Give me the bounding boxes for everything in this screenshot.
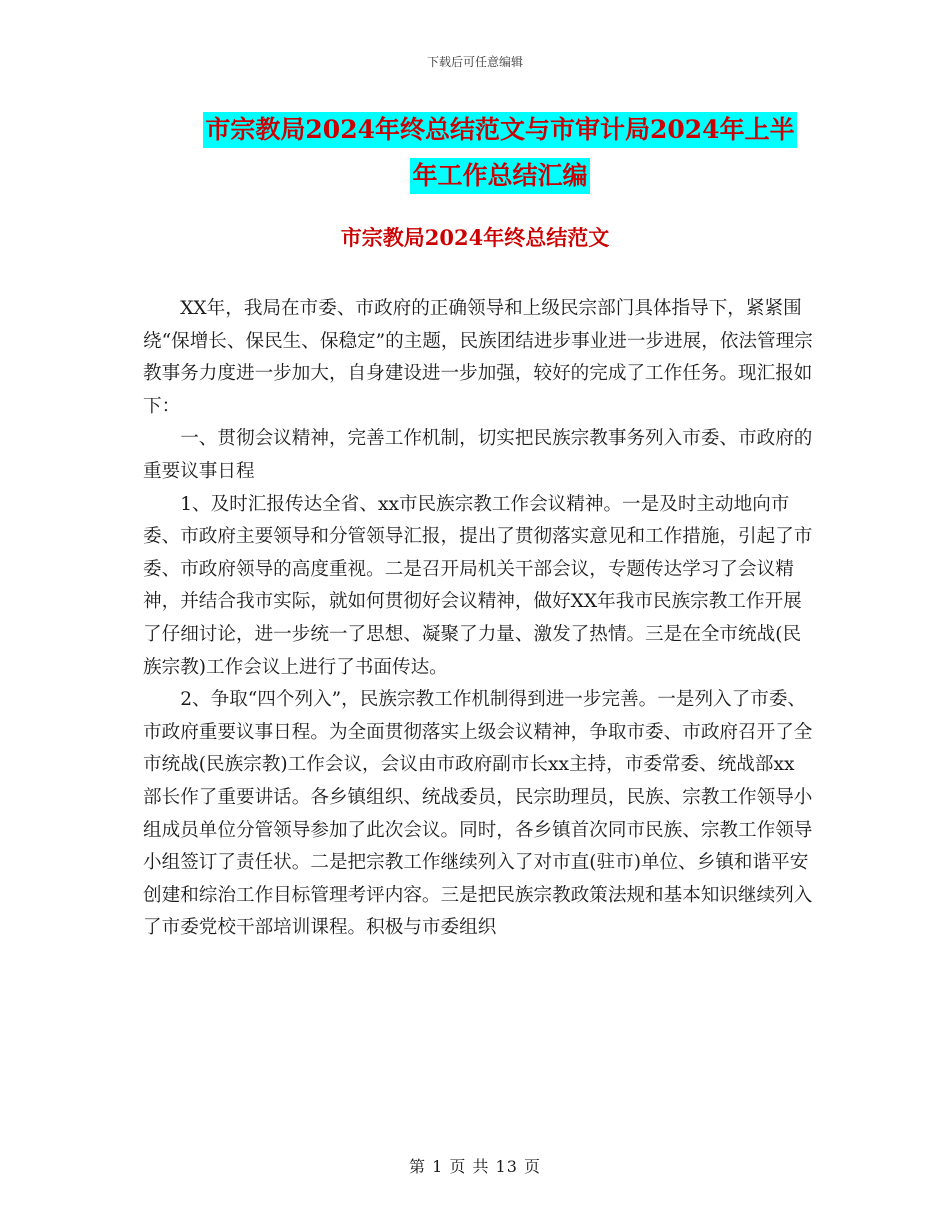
document-title [190, 112, 810, 194]
page-number: 第 1 页 共 13 页 [409, 1157, 541, 1176]
title-line-1: 市宗教局2024年终总结范文与市审计局2024年上半 [203, 112, 796, 148]
header-note: 下载后可任意编辑 [426, 55, 523, 69]
paragraph: 2、争取“四个列入”，民族宗教工作机制得到进一步完善。一是列入了市委、市政府重要议事日程。为全面贯彻落实上级会议精神，争取市委、市政府召开了全市统战(民族宗教)工作会议，会议由市政府副市长xx主持，市委常委、统战部xx部长作了重要讲话。各乡镇组织、统战委员，民宗助理员，民族、宗教工作领导小组成员单位分管领导参加了此次会议。同时，各乡镇首次同市民族、宗教工作领导小组签订了责任状。二是把宗教工作继续列入了对市直(驻市)单位、乡镇和谐平安创建和综治工作目标管理考评内容。三是把民族宗教政策法规和基本知识继续列入了市委党校干部培训课程。积极与市委组织 [143, 689, 813, 939]
section-heading: 市宗教局2024年终总结范文 [340, 225, 610, 250]
paragraph: 一、贯彻会议精神，完善工作机制，切实把民族宗教事务列入市委、市政府的重要议事日程 [143, 428, 813, 482]
body-text [143, 293, 813, 945]
title-line-2: 年工作总结汇编 [410, 158, 589, 194]
paragraph: 1、及时汇报传达全省、xx市民族宗教工作会议精神。一是及时主动地向市委、市政府主要领导和分管领导汇报，提出了贯彻落实意见和工作措施，引起了市委、市政府领导的高度重视。二是召开局机关干部会议，专题传达学习了会议精神，并结合我市实际，就如何贯彻好会议精神，做好XX年我市民族宗教工作开展了仔细讨论，进一步统一了思想、凝聚了力量、激发了热情。三是在全市统战(民族宗教)工作会议上进行了书面传达。 [143, 493, 813, 678]
paragraph: XX年，我局在市委、市政府的正确领导和上级民宗部门具体指导下，紧紧围绕“保增长、保民生、保稳定”的主题，民族团结进步事业进一步进展，依法管理宗教事务力度进一步加大，自身建设进一步加强，较好的完成了工作任务。现汇报如下： [143, 298, 813, 417]
